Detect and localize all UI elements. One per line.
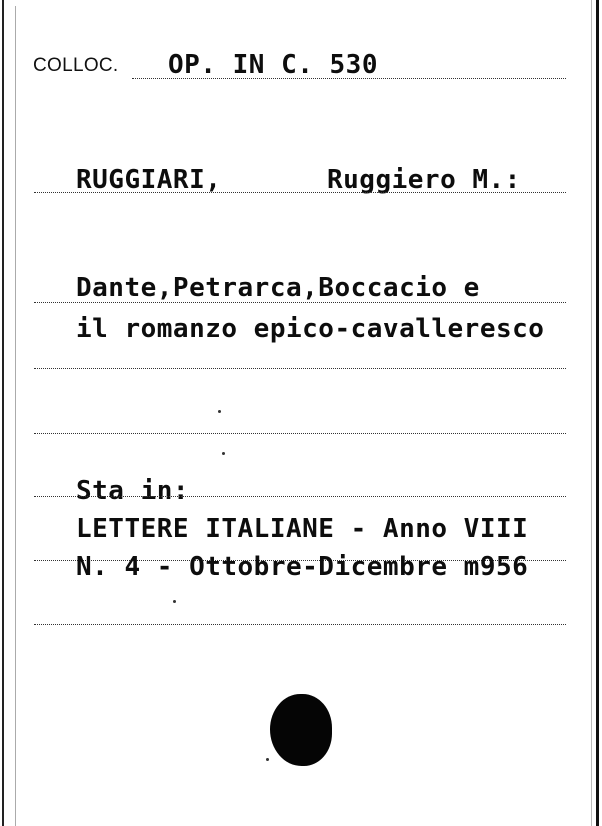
card-punch-hole bbox=[270, 694, 332, 766]
title-line-1: Dante,Petrarca,Boccacio e bbox=[76, 273, 480, 303]
card-left-edge bbox=[2, 0, 4, 826]
card-right-margin-line bbox=[591, 0, 592, 826]
author-surname: RUGGIARI, bbox=[76, 165, 222, 195]
colloc-rule bbox=[132, 78, 566, 79]
title-line-2: il romanzo epico-cavalleresco bbox=[76, 314, 545, 344]
author-given-name: Ruggiero M.: bbox=[327, 165, 521, 195]
title-rule-1 bbox=[34, 302, 566, 303]
source-line-1: LETTERE ITALIANE - Anno VIII bbox=[76, 514, 529, 544]
scan-speck bbox=[266, 758, 269, 761]
card-right-edge bbox=[596, 0, 599, 826]
title-rule-2 bbox=[34, 368, 566, 369]
blank-rule bbox=[34, 433, 566, 434]
scan-speck bbox=[222, 452, 225, 455]
in-rule bbox=[34, 496, 566, 497]
colloc-label: COLLOC. bbox=[33, 55, 119, 76]
card-left-margin-line bbox=[15, 6, 16, 826]
bottom-rule bbox=[34, 624, 566, 625]
source-line-2: N. 4 - Ottobre-Dicembre m956 bbox=[76, 552, 529, 582]
author-rule bbox=[34, 192, 566, 193]
scan-speck bbox=[173, 600, 176, 603]
scan-speck bbox=[218, 410, 221, 413]
colloc-value: OP. IN C. 530 bbox=[168, 50, 378, 80]
in-label: Sta in: bbox=[76, 476, 190, 506]
